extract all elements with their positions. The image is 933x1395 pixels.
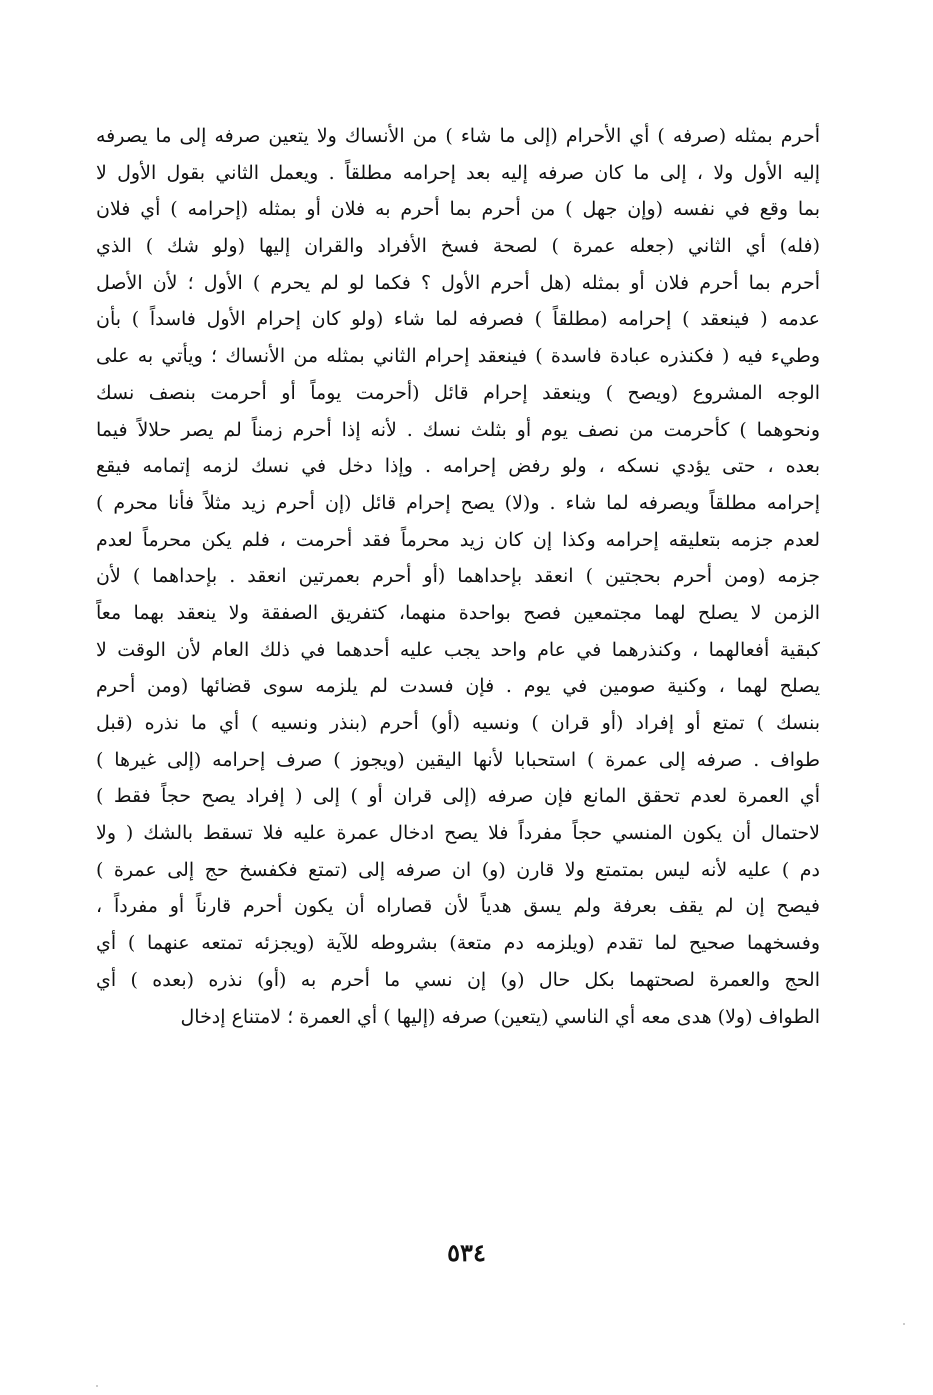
scan-speck bbox=[903, 1323, 905, 1325]
text-line: لعدم جزمه بتعليقه إحرامه وكذا إن كان زيد محرماً فقد أحرمت ، فلم يكن محرماً لعدم bbox=[96, 528, 820, 551]
text-line: فيصح إن لم يقف بعرفة ولم يسق هدياً لأن قصاراه أن يكون أحرم قارناً أو مفرداً ، bbox=[96, 895, 820, 918]
text-line: الحج والعمرة لصحتهما بكل حال (و) إن نسي ما أحرم به (أو) نذره (بعده ) أي bbox=[96, 968, 820, 991]
text-line: وفسخهما صحيح لما تقدم (ويلزمه دم متعة) بشروطه للآية (ويجزئه تمتعه عنهما ) أي bbox=[96, 932, 820, 955]
text-line: ونحوهما ) كأحرمت من نصف يوم أو بثلث نسك . لأنه إذا أحرم زمناً لم يصر حلالاً فيما bbox=[96, 418, 820, 441]
text-line: بعده ، حتى يؤدي نسكه ، ولو رفض إحرامه . وإذا دخل في نسك لزمه إتمامه فيقع bbox=[96, 455, 820, 478]
text-line: أحرم بمثله (صرفه ) أي الأحرام (إلى ما شاء ) من الأنساك ولا يتعين صرفه إلى ما يصرفه bbox=[96, 125, 820, 147]
page-number: ٥٣٤ bbox=[447, 1238, 486, 1267]
text-line: أحرم بما أحرم فلان أو بمثله (هل أحرم الأول ؟ فكما لو لم يحرم ) الأول ؛ لأن الأصل bbox=[96, 271, 820, 294]
text-line: بنسك ) تمتع أو إفراد (أو قران ) ونسيه (أو) أحرم (بنذر ونسيه ) أي ما نذره (قبل bbox=[96, 712, 820, 734]
text-line: عدمه ( فينعقد ) إحرامه (مطلقاً ) فصرفه لما شاء (ولو كان إحرام الأول فاسداً ) بأن bbox=[96, 308, 820, 331]
text-line: يصلح لهما ، وكنية صومين في يوم . فإن فسدت لم يلزمه سوى قضائها (ومن أحرم bbox=[96, 675, 820, 698]
body-text bbox=[96, 118, 820, 1035]
text-line: بما وقع في نفسه (وإن جهل ) من أحرم بما أحرم به فلان أو بمثله (إحرامه ) أي فلان bbox=[96, 198, 820, 221]
text-line: دم ) عليه لأنه ليس بمتمتع ولا قارن (و) ان صرفه إلى (تمتع فكفسخ حج إلى عمرة ) bbox=[96, 858, 820, 881]
text-line: الطواف (ولا) هدى معه أي الناسي (يتعين) صرفه (إليها ) أي العمرة ؛ لامتناع إدخال bbox=[180, 1005, 820, 1028]
text-line: الزمن لا يصلح لهما مجتمعين فصح بواحدة منهما، كتفريق الصفقة ولا ينعقد بهما معاً bbox=[96, 601, 820, 624]
text-line: (فله) أي الثاني (جعله عمرة ) لصحة فسخ الأفراد والقران إليها (ولو شك ) الذي bbox=[96, 235, 820, 258]
text-line: وطيء فيه ( فكنذره عبادة فاسدة ) فينعقد إحرام الثاني بمثله من الأنساك ؛ ويأتي به على bbox=[96, 345, 820, 368]
text-line: لاحتمال أن يكون المنسي حجاً مفرداً فلا يصح ادخال عمرة عليه فلا تسقط بالشك ( ولا bbox=[96, 822, 820, 845]
text-line: كبقية أفعالهما ، وكنذرهما في عام واحد يجب عليه أحدهما في ذلك العام لأن الوقت لا bbox=[96, 638, 820, 661]
text-line: طواف . صرفه إلى عمرة ) استحبابا لأنها اليقين (ويجوز ) صرف إحرامه (إلى غيرها ) bbox=[96, 748, 820, 771]
text-line: جزمه (ومن أحرم بحجتين ) انعقد بإحداهما (أو أحرم بعمرتين انعقد . بإحداهما ) لأن bbox=[96, 565, 820, 588]
text-line: إحرامه مطلقاً ويصرفه لما شاء . و(لا) يصح إحرام قائل (إن أحرم زيد مثلاً فأنا محرم ) bbox=[96, 491, 820, 514]
text-line: أي العمرة لعدم تحقق المانع فإن صرفه (إلى قران أو ) إلى ( إفراد يصح حجاً فقط ) bbox=[96, 785, 820, 808]
scan-speck bbox=[96, 1385, 98, 1387]
text-line: الوجه المشروع (ويصح ) وينعقد إحرام قائل (أحرمت يوماً أو أحرمت بنصف نسك bbox=[96, 381, 820, 404]
text-line: إليه الأول ولا ، إلى ما كان صرفه إليه بعد إحرامه مطلقاً . ويعمل الثاني بقول الأول لا bbox=[96, 161, 820, 184]
